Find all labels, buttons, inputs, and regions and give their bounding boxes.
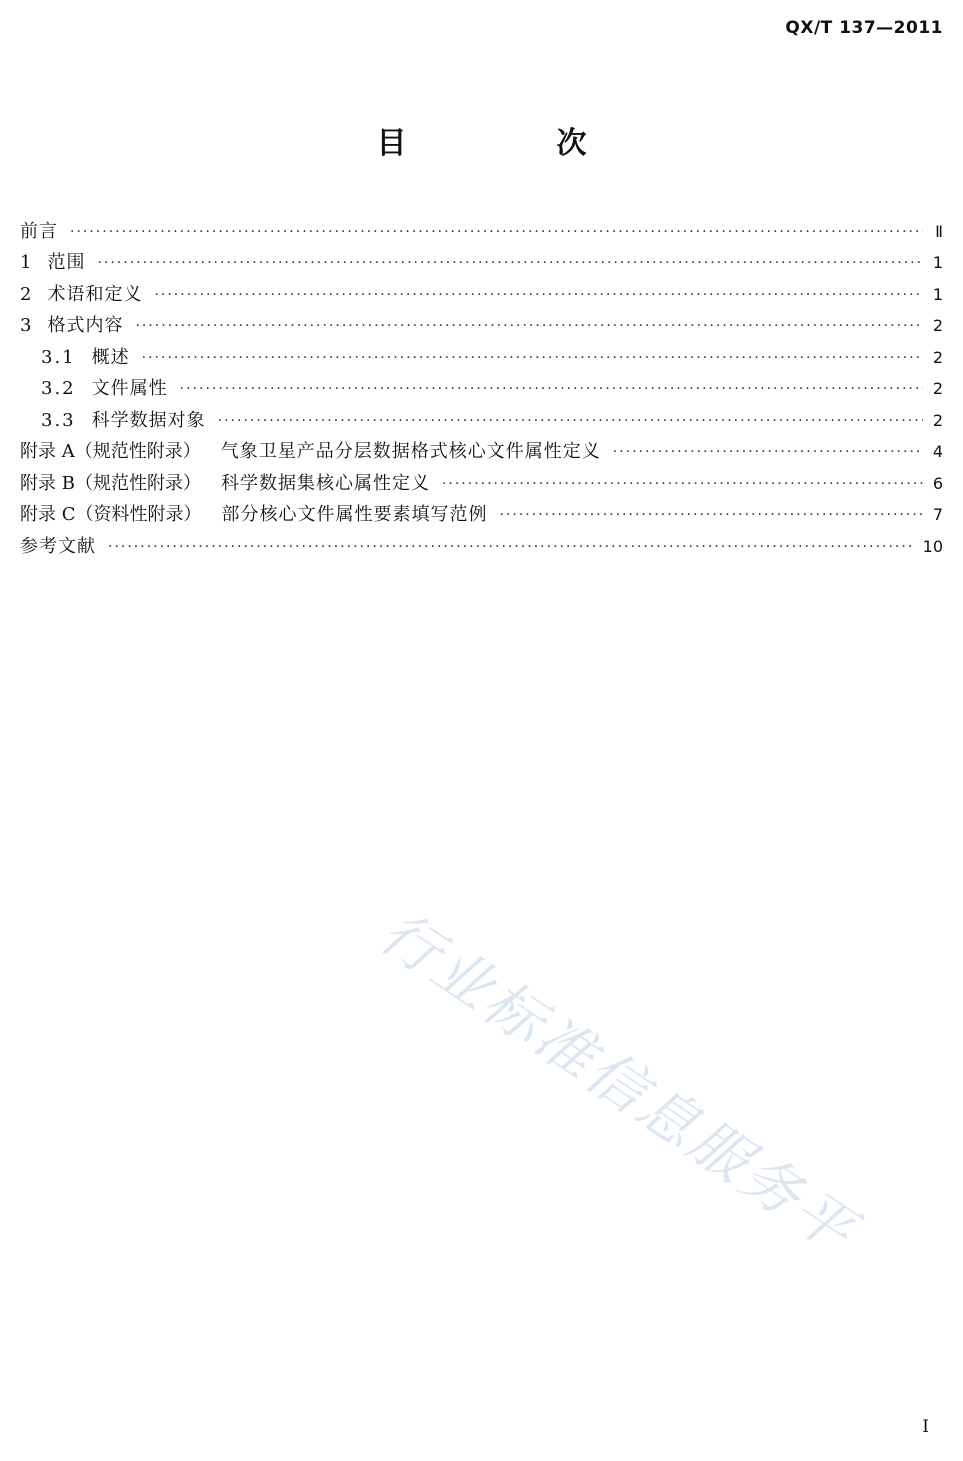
dot-leader — [442, 473, 923, 495]
toc-entry-number: 3 — [20, 315, 32, 336]
toc-entry-foreword[interactable] — [20, 211, 943, 243]
toc-entry-appendix-label: 附录 B（规范性附录） — [20, 472, 201, 494]
dot-leader — [613, 441, 923, 463]
toc-entry-page: 10 — [922, 536, 943, 556]
dot-leader — [97, 252, 923, 274]
toc-entry-page: Ⅱ — [935, 221, 943, 241]
toc-entry-page: 2 — [932, 379, 943, 398]
dot-leader — [154, 284, 923, 306]
dot-leader — [218, 410, 923, 432]
toc-entry-title: 部分核心文件属性要素填写范例 — [221, 504, 488, 525]
toc-entry-page: 1 — [932, 253, 943, 272]
watermark: 行业标准信息服务平 — [368, 897, 869, 1267]
toc-entry-title: 气象卫星产品分层数据格式核心文件属性定义 — [220, 441, 601, 462]
toc-entry-title: 前言 — [20, 220, 58, 242]
dot-leader — [70, 221, 923, 243]
toc-entry-title: 术语和定义 — [47, 283, 143, 305]
toc-entry-page: 2 — [932, 410, 943, 430]
toc-entry-title: 科学数据集核心属性定义 — [220, 472, 430, 494]
toc-entry-scientific-data-objects[interactable] — [20, 400, 943, 432]
dot-leader — [142, 347, 923, 369]
toc-entry-appendix-label: 附录 A（规范性附录） — [20, 441, 201, 462]
table-of-contents — [20, 211, 943, 558]
toc-entry-file-attributes[interactable] — [20, 369, 943, 401]
toc-entry-title: 范围 — [47, 252, 86, 273]
toc-entry-number: 3.3 — [41, 409, 76, 431]
toc-entry-page: 1 — [932, 284, 943, 304]
toc-entry-title: 文件属性 — [91, 378, 168, 399]
toc-entry-appendix-c[interactable] — [20, 495, 943, 527]
toc-entry-appendix-label: 附录 C（资料性附录） — [20, 504, 202, 525]
dot-leader — [180, 378, 923, 400]
toc-entry-page: 2 — [932, 316, 943, 335]
toc-entry-overview[interactable] — [20, 337, 943, 369]
toc-entry-page: 6 — [932, 473, 943, 493]
toc-entry-appendix-b[interactable] — [20, 463, 943, 495]
toc-entry-number: 3.2 — [41, 378, 76, 399]
toc-entry-appendix-a[interactable] — [20, 432, 943, 464]
dot-leader — [500, 504, 924, 526]
standard-code: QX/T 137—2011 — [785, 18, 943, 38]
toc-entry-terms[interactable] — [20, 274, 943, 306]
toc-entry-title: 科学数据对象 — [91, 409, 206, 431]
toc-entry-title: 格式内容 — [47, 315, 124, 336]
toc-entry-number: 3.1 — [41, 346, 76, 368]
toc-entry-page: 7 — [932, 505, 943, 524]
toc-entry-scope[interactable] — [20, 243, 943, 275]
toc-entry-number: 1 — [20, 252, 32, 273]
dot-leader — [108, 536, 915, 558]
toc-entry-page: 2 — [932, 347, 943, 367]
page-title: 目 次 — [376, 126, 647, 161]
toc-entry-number: 2 — [20, 283, 32, 305]
toc-entry-references[interactable] — [20, 526, 943, 558]
toc-entry-title: 概述 — [91, 346, 130, 368]
toc-entry-title: 参考文献 — [20, 535, 96, 557]
toc-entry-format-content[interactable] — [20, 306, 943, 338]
toc-entry-page: 4 — [932, 442, 943, 461]
dot-leader — [135, 315, 923, 337]
page-number: I — [922, 1417, 929, 1437]
